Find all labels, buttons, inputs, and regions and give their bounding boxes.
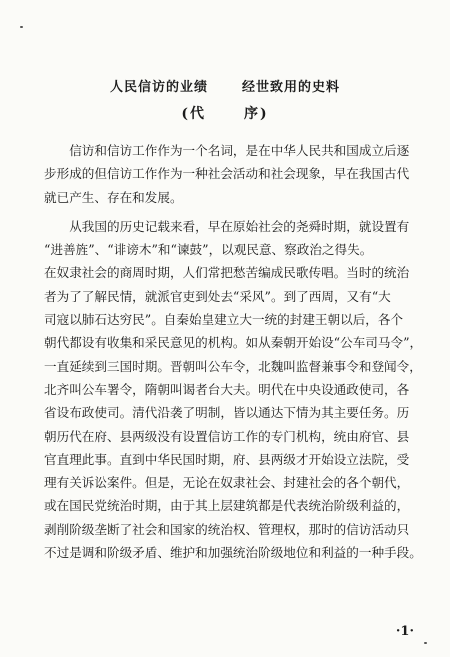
scan-speck: [20, 26, 23, 28]
text-line: 就已产生、存在和发展。: [44, 189, 183, 205]
text-line: 或在国民党统治时期，由于其上层建筑都是代表统治阶级利益的，: [44, 498, 410, 514]
text-line: 一直延续到三国时期。晋朝叫公车令，北魏叫监督兼事令和登闻令，: [44, 358, 422, 374]
page-number: ·1·: [395, 624, 414, 639]
text-line: 从我国的历史记载来看，早在原始社会的尧舜时期，就设置有: [44, 218, 410, 234]
scan-speck: [424, 642, 427, 644]
text-line: 者为了了解民情，就派官吏到处去“采风”。到了西周，又有“大: [44, 288, 391, 304]
text-line: 信访和信访工作作为一个名词，是在中华人民共和国成立后逐: [44, 143, 410, 158]
text-line: 北齐叫公车署令，隋朝叫谒者台大夫。明代在中央设通政使司，各: [44, 381, 410, 397]
document-subtitle: [0, 103, 450, 123]
text-line: 朝代都设有收集和采民意见的机构。如从秦朝开始设“公车司马令”，: [44, 335, 423, 351]
text-line: 司寇以肺石达穷民”。自秦始皇建立大一统的封建王朝以后，各个: [44, 312, 404, 328]
text-line: 理有关诉讼案件。但是，无论在奴隶社会、封建社会的各个朝代，: [44, 475, 410, 491]
title-part-2: 经世致用的史料: [242, 80, 341, 95]
text-line: 在奴隶社会的商周时期，人们常把愁苦编成民歌传唱。当时的统治: [44, 265, 410, 281]
subtitle-close: 序): [244, 106, 269, 122]
text-line: 不过是调和阶级矛盾、维护和加强统治阶级地位和利益的一种手段。: [44, 545, 422, 561]
text-line: 步形成的但信访工作作为一种社会活动和社会现象，早在我国古代: [44, 166, 410, 182]
text-line: 剥削阶级垄断了社会和国家的统治权、管理权，那时的信访活动只: [44, 521, 410, 537]
text-line: 省设布政使司。清代沿袭了明制，皆以通达下情为其主要任务。历: [44, 405, 410, 421]
paragraph: [44, 215, 424, 564]
body-text: [44, 139, 424, 564]
document-title: [0, 76, 450, 95]
text-line: 官直理此事。直到中华民国时期，府、县两级才开始设立法院，受: [44, 451, 410, 467]
title-part-1: 人民信访的业绩: [109, 80, 208, 95]
paragraph: [44, 139, 424, 209]
subtitle-open: (代: [181, 106, 206, 122]
text-line: “进善旌”、“诽谤木”和“谏鼓”，以观民意、察政治之得失。: [44, 242, 373, 258]
text-line: 朝历代在府、县两级没有设置信访工作的专门机构，统由府官、县: [44, 428, 410, 444]
